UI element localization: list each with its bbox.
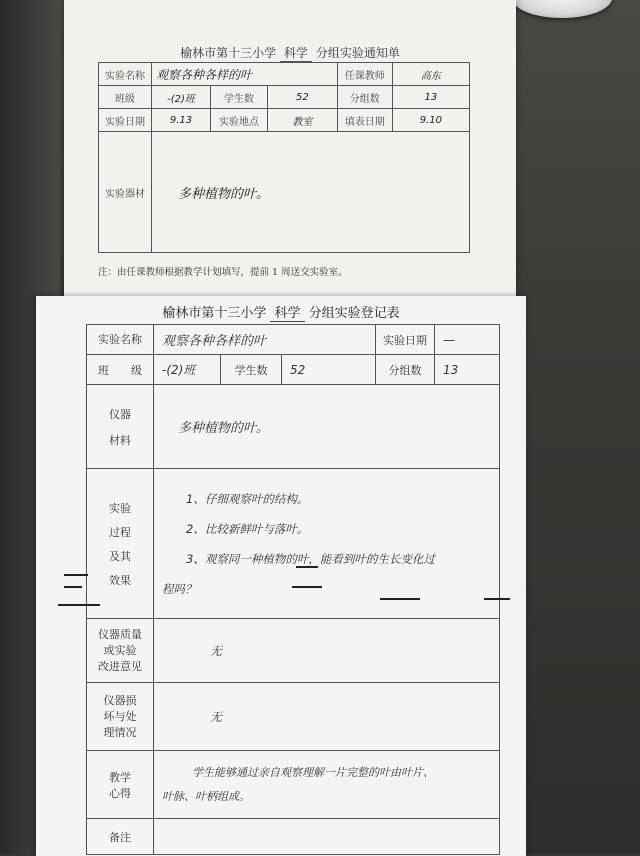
notice-groups-value: 13 [392, 86, 469, 109]
bleed-mark [58, 604, 100, 606]
record-name-value: 观察各种各样的叶 [154, 325, 376, 355]
notice-name-label: 实验名称 [99, 63, 152, 86]
record-date-value: — [435, 325, 500, 355]
record-damage-label [87, 683, 154, 751]
notice-place-label: 实验地点 [211, 109, 268, 132]
notice-teacher-label: 任课教师 [337, 63, 392, 86]
insight-line-1: 学生能够通过亲自观察理解一片完整的叶由叶片、 [192, 765, 434, 779]
notice-materials-value: 多种植物的叶。 [152, 132, 470, 253]
record-insight-label-1: 教学 [109, 770, 131, 784]
record-remarks-value [154, 819, 500, 855]
notice-fill-date-value: 9.10 [392, 109, 469, 132]
record-materials-label-2: 材料 [109, 433, 131, 447]
bleed-mark [292, 586, 322, 588]
record-damage-label-3: 理情况 [103, 725, 137, 739]
notice-footnote: 注：由任课教师根据教学计划填写，提前 1 周送交实验室。 [98, 267, 348, 278]
record-insight-label-2: 心得 [109, 786, 131, 800]
record-date-label: 实验日期 [376, 325, 435, 355]
record-insight-value [154, 751, 500, 819]
record-process-label-3: 及其 [109, 549, 131, 563]
process-step-1: 1、仔细观察叶的结构。 [186, 491, 309, 506]
bleed-mark [296, 566, 318, 568]
bleed-mark [64, 586, 82, 588]
record-quality-value: 无 [154, 619, 500, 683]
bleed-mark [484, 598, 510, 600]
record-materials-label-1: 仪器 [109, 407, 131, 421]
notice-title [64, 44, 516, 62]
record-quality-label [87, 619, 154, 683]
record-quality-label-1: 仪器质量 [98, 627, 142, 641]
record-materials-label [87, 385, 154, 469]
record-damage-label-2: 坏与处 [103, 709, 137, 723]
notice-teacher-value: 高东 [392, 63, 469, 86]
record-insight-label [87, 751, 154, 819]
notice-materials-label: 实验器材 [99, 132, 152, 253]
record-quality-label-2: 或实验 [103, 643, 137, 657]
record-damage-label-1: 仪器损 [103, 693, 137, 707]
record-students-value: 52 [282, 355, 376, 385]
record-process-value [154, 469, 500, 619]
insight-line-2: 叶脉、叶柄组成。 [162, 789, 250, 803]
record-class-label: 班 级 [87, 355, 154, 385]
record-title [36, 302, 526, 322]
record-table [86, 324, 500, 855]
notice-students-value: 52 [268, 86, 338, 109]
record-name-label: 实验名称 [87, 325, 154, 355]
process-step-2: 2、比较新鲜叶与落叶。 [186, 521, 309, 536]
process-step-3: 3、观察同一种植物的叶，能看到叶的生长变化过 [186, 551, 435, 566]
record-process-label [87, 469, 154, 619]
record-sheet [36, 296, 526, 856]
notice-place-value: 教室 [268, 109, 338, 132]
notice-subject: 科学 [280, 44, 312, 62]
record-form-name: 分组实验登记表 [308, 306, 400, 321]
record-process-label-1: 实验 [109, 501, 131, 515]
notice-date-value: 9.13 [152, 109, 211, 132]
bleed-mark [64, 574, 88, 576]
record-quality-label-3: 改进意见 [98, 659, 142, 673]
notice-class-label: 班级 [99, 86, 152, 109]
notice-date-label: 实验日期 [99, 109, 152, 132]
process-step-3-cont: 程吗？ [162, 581, 197, 596]
record-process-label-2: 过程 [109, 525, 131, 539]
notice-class-value: -(2)班 [152, 86, 211, 109]
record-class-value: -(2)班 [154, 355, 221, 385]
notice-sheet [64, 0, 516, 302]
notice-name-value: 观察各种各样的叶 [152, 63, 338, 86]
record-materials-value: 多种植物的叶。 [154, 385, 500, 469]
record-school: 榆林市第十三小学 [162, 306, 267, 321]
bleed-mark [380, 598, 420, 600]
record-subject: 科学 [270, 302, 304, 322]
record-remarks-label: 备注 [87, 819, 154, 855]
record-students-label: 学生数 [221, 355, 282, 385]
record-groups-label: 分组数 [376, 355, 435, 385]
record-groups-value: 13 [435, 355, 500, 385]
notice-school: 榆林市第十三小学 [180, 46, 277, 60]
notice-groups-label: 分组数 [337, 86, 392, 109]
notice-form-name: 分组实验通知单 [315, 46, 400, 60]
notice-table [98, 62, 470, 253]
notice-fill-date-label: 填表日期 [337, 109, 392, 132]
record-process-label-4: 效果 [109, 573, 131, 587]
record-damage-value: 无 [154, 683, 500, 751]
notice-students-label: 学生数 [211, 86, 268, 109]
